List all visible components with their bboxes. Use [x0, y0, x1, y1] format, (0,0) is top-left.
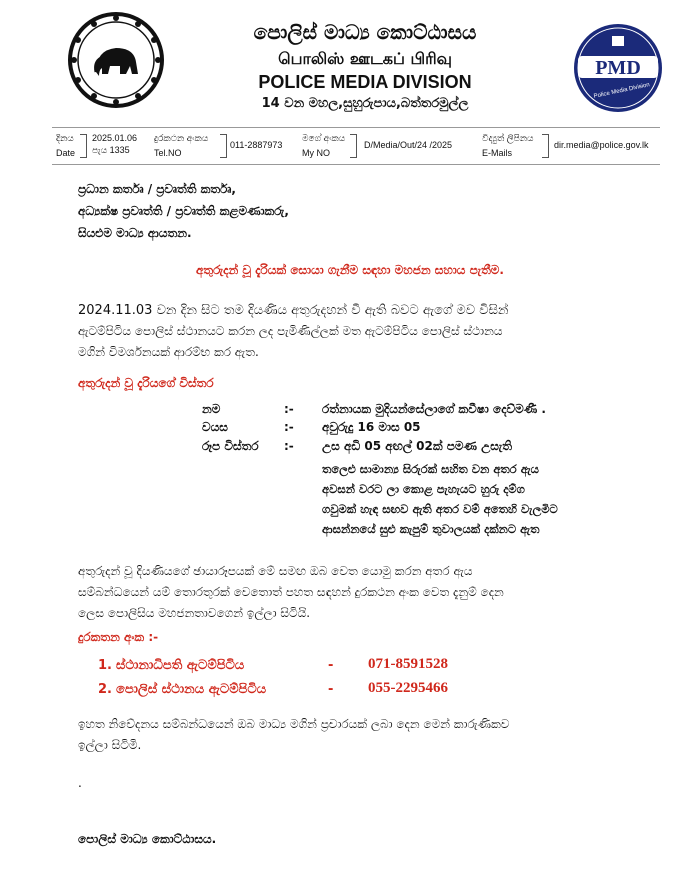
svg-text:Police Media Division: Police Media Division: [593, 82, 651, 100]
detail-value-age: අවුරුදු 16 මාස 05: [322, 420, 421, 434]
detail-separator: :-: [284, 420, 294, 434]
phone-index: 1.: [98, 658, 112, 673]
myno-label-en: My NO: [302, 148, 330, 158]
signature-line: පොලිස් මාධ්‍ය කොට්ඨාසය.: [78, 832, 217, 846]
subject-line: අතුරුදන් වූ දැරියක් සොයා ගැනීම සඳහා මහජන සහාය පැතීම.: [196, 263, 504, 277]
reference-bar: [52, 127, 660, 165]
detail-separator: :-: [284, 402, 294, 416]
phone-name: පොලිස් ස්ථානය ඇටම්පිටිය: [116, 682, 267, 697]
detail-description: තලෙළු සාමාන්‍ය සිරුරක් සහිත වන අතර ඇය අවසන් වරට ලා කොළ පැහැයට හුරු දම්ග ගවුමක් හැඳ සඟව ඇති අතර වම් අතෙහි වැලමිට ආසන්නයේ සුළු කැපුම් තුවාලයක් දක්නට ඇත: [322, 462, 558, 536]
addressee-line: අධ්‍යක්ෂ ප්‍රවෘත්ති / ප්‍රවෘත්ති කළමණාකරු,: [78, 204, 289, 218]
header-address: 14 වන මහල,සුහුරුපාය,බත්තරමුල්ල: [261, 96, 469, 111]
detail-label-age: වයස: [202, 420, 228, 434]
addressee-line: සියළුම මාධ්‍ය ආයතන.: [78, 226, 192, 240]
intro-paragraph: 2024.11.03 වන දින සිට තම දියණිය අතුරුදහන් වී ඇති බවට ඇගේ මව විසින් ඇටම්පිටිය පොලිස් ස්ථානයට කරන ලද පැමිණිල්ලක් මත ඇටම්පිටිය පොලිස් ස්ථානය මගින් විමර්ශනයක් ආරම්භ කර ඇත.: [78, 303, 509, 359]
detail-label-description: රූප විස්තර: [202, 439, 259, 453]
tel-value: 011-2887973: [230, 140, 283, 150]
detail-label-name: නම: [202, 402, 221, 416]
email-label-si: විද්‍යුත් ලිපිනය: [482, 133, 534, 143]
details-heading: අතුරුදන් වූ දැරියගේ විස්තර: [78, 376, 214, 390]
date-label-si: දිනය: [56, 133, 74, 143]
phone-number: 055-2295466: [368, 680, 448, 696]
header-title-tamil: பொலிஸ் ஊடகப் பிரிவு: [278, 49, 452, 68]
stray-dot: .: [78, 776, 82, 790]
phone-separator: -: [328, 682, 334, 697]
svg-text:PMD: PMD: [595, 57, 641, 79]
detail-value-height: උස අඩි 05 අඟල් 02ක් පමණ උසැති: [322, 439, 513, 453]
time-value: පැය 1335: [92, 145, 130, 155]
phone-index: 2.: [98, 682, 112, 697]
appeal-paragraph: අතුරුදන් වූ දියණියගේ ඡායාරූපයක් මේ සමඟ ඔබ වෙත යොමු කරන අතර ඇය සම්බන්ධයෙන් යම් තොරතුරක් වෙතොත් පහත සඳහන් දුරකථන අංක වෙත දැනුම් දෙන ලෙස පොලිසිය මහජනතාවගෙන් ඉල්ලා සිටියි.: [78, 564, 504, 620]
tel-label-en: Tel.NO: [154, 148, 182, 158]
date-label-en: Date: [56, 148, 76, 158]
email-value: dir.media@police.gov.lk: [554, 140, 649, 150]
detail-separator: :-: [284, 439, 294, 453]
phone-name: ස්ථානාධිපති ඇටම්පිටිය: [116, 658, 245, 673]
email-label-en: E-Mails: [482, 148, 513, 158]
closing-paragraph: ඉහත නිවේදනය සම්බන්ධයෙන් ඔබ මාධ්‍ය මගින් ප්‍රචාරයක් ලබා දෙන මෙන් කාරුණිකව ඉල්ලා සිටිමි.: [78, 717, 510, 752]
header-title-english: POLICE MEDIA DIVISION: [258, 72, 472, 92]
myno-value: D/Media/Out/24 /2025: [364, 140, 453, 150]
date-value: 2025.01.06: [92, 133, 138, 143]
detail-value-name: රත්නායක මුදියන්සේලාගේ කවීෂා දෙව්මණී .: [322, 402, 546, 416]
tel-label-si: දුරකථන අංකය: [154, 133, 209, 143]
addressee-line: ප්‍රධාන කර්තෘ / ප්‍රවෘත්ති කර්තෘ,: [78, 182, 236, 196]
police-crest-logo: [66, 10, 166, 110]
header-title-sinhala: පොලිස් මාධ්‍ය කොට්ඨාසය: [253, 20, 477, 44]
phones-heading: දුරකතන අංක :-: [78, 630, 159, 644]
myno-label-si: මගේ අංකය: [302, 133, 346, 143]
phone-number: 071-8591528: [368, 656, 448, 672]
pmd-logo: [572, 22, 664, 114]
phone-separator: -: [328, 658, 334, 673]
